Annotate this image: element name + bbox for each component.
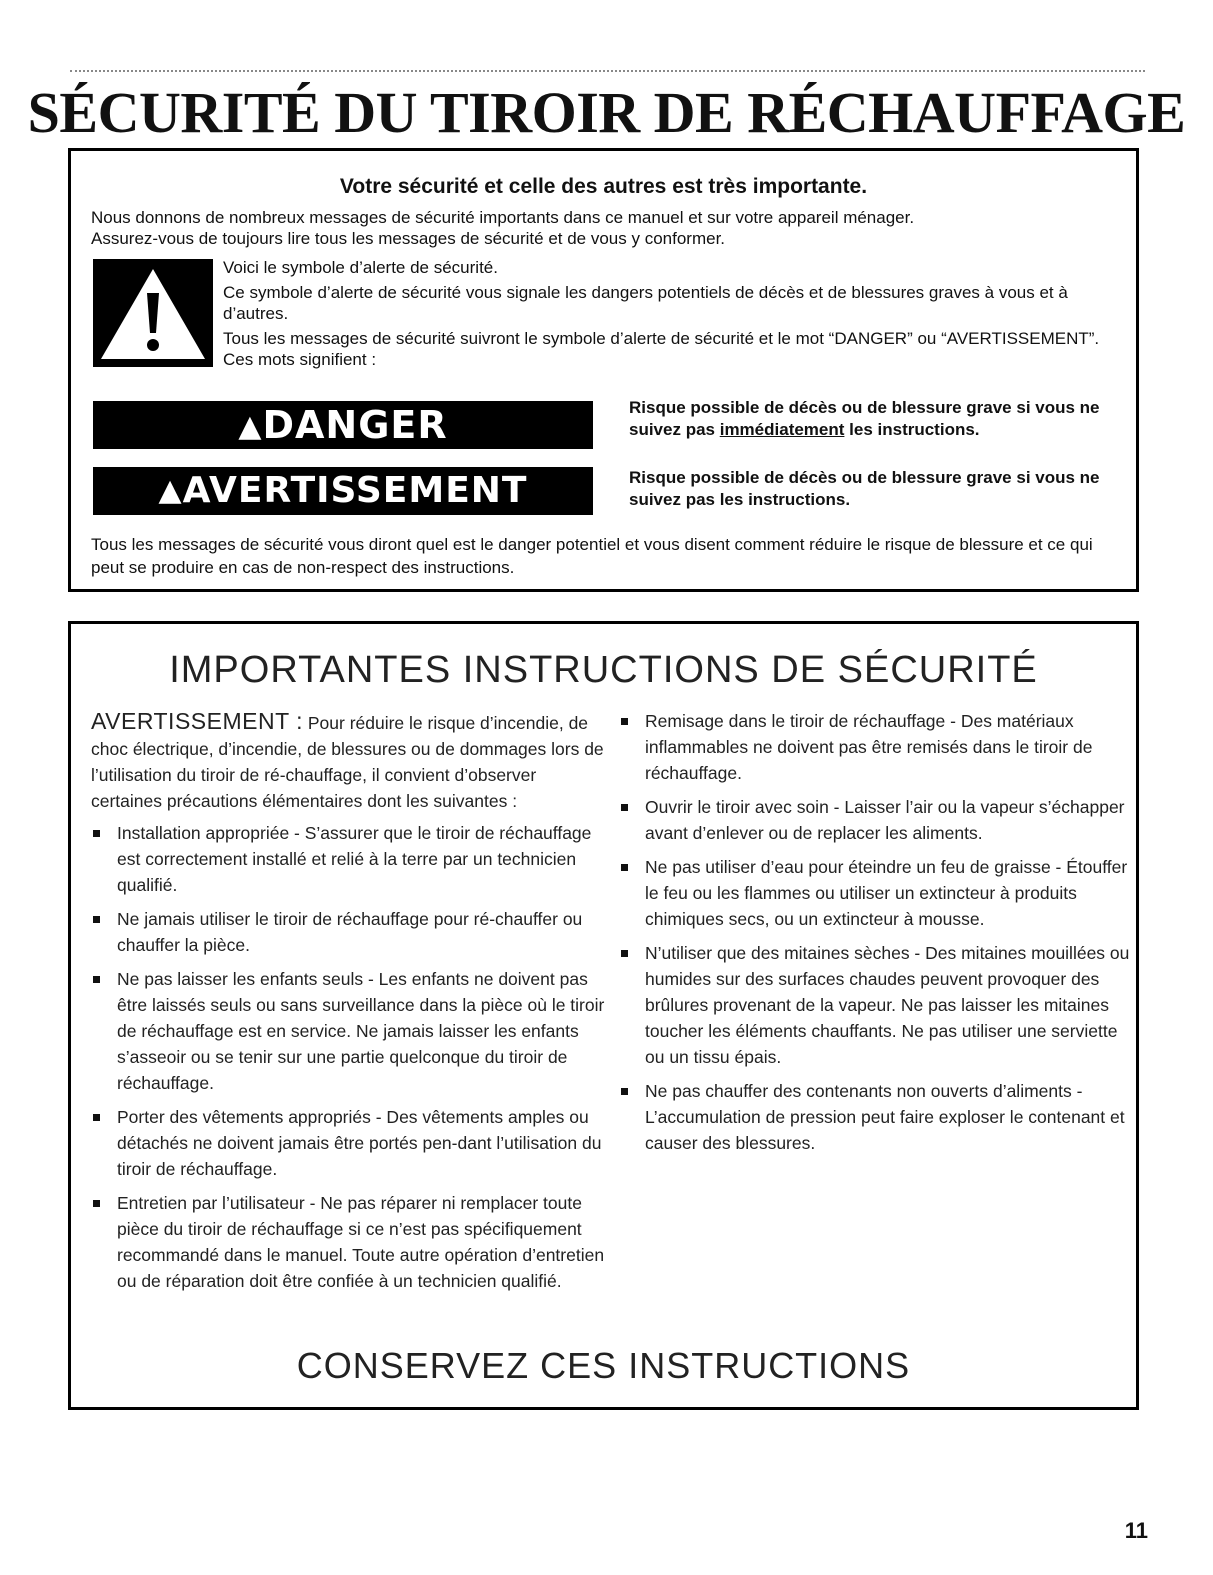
danger-label: DANGER	[262, 403, 448, 447]
list-item-text: Entretien par l’utilisateur - Ne pas réparer ni remplacer toute pièce du tiroir de réchauffage si ce n’est pas spécifiquement recommandé dans le manuel. Toute autre opération d’entretien ou de réparation doit être confiée à un technicien qualifié.	[117, 1193, 605, 1291]
alert-explanation	[223, 257, 1123, 374]
save-instructions-footer: CONSERVEZ CES INSTRUCTIONS	[296, 1345, 911, 1386]
list-item	[91, 1104, 611, 1182]
danger-desc-start: Risque possible de décès ou de blessure grave si vous ne suivez pas	[629, 398, 1100, 439]
bullet-icon	[621, 804, 628, 811]
safety-subhead: Votre sécurité et celle des autres est très importante.	[339, 175, 868, 198]
list-item-text: Ne pas utiliser d’eau pour éteindre un feu de graisse - Étouffer le feu ou les flammes ou utiliser un extincteur à produits chimiques secs, ou un extincteur à mousse.	[645, 857, 1128, 929]
danger-desc-emphasis: immédiatement	[719, 420, 845, 439]
warning-lead-label: AVERTISSEMENT :	[91, 708, 303, 734]
list-item	[91, 906, 611, 958]
warning-banner	[93, 467, 593, 515]
bullet-icon	[621, 864, 628, 871]
safety-alert-triangle-icon	[93, 259, 213, 367]
list-item	[619, 940, 1137, 1070]
warning-lead	[91, 708, 611, 814]
safety-message-box	[68, 148, 1139, 592]
bullet-icon	[621, 1088, 628, 1095]
list-item-text: N’utiliser que des mitaines sèches - Des mitaines mouillées ou humides sur des surfaces chaudes peuvent provoquer des brûlures provenant de la vapeur. Ne pas laisser les mitaines toucher les éléments chauffants. Ne pas utiliser une serviette ou un tissu épais.	[645, 943, 1130, 1067]
list-item	[619, 1078, 1137, 1156]
bullet-icon	[93, 830, 100, 837]
instructions-heading: IMPORTANTES INSTRUCTIONS DE SÉCURITÉ	[169, 649, 1038, 691]
list-item-text: Porter des vêtements appropriés - Des vêtements amples ou détachés ne doivent jamais être portés pen-dant l’utilisation du tiroir de réchauffage.	[117, 1107, 602, 1179]
bullet-icon	[621, 950, 628, 957]
page-number: 11	[1124, 1518, 1148, 1543]
warning-description: Risque possible de décès ou de blessure grave si vous ne suivez pas les instructions.	[629, 468, 1100, 509]
danger-desc-end: les instructions.	[844, 420, 980, 439]
safety-intro-line-2: Assurez-vous de toujours lire tous les messages de sécurité et de vous y conformer.	[91, 229, 726, 248]
bullet-icon	[93, 1114, 100, 1121]
list-item	[619, 708, 1137, 786]
danger-description	[629, 397, 1129, 441]
list-item	[91, 1190, 611, 1294]
right-instruction-list	[619, 708, 1137, 1156]
safety-instructions-box	[68, 621, 1139, 1410]
list-item-text: Installation appropriée - S’assurer que le tiroir de réchauffage est correctement installé et relié à la terre par un technicien qualifié.	[117, 823, 592, 895]
instructions-right-column	[619, 708, 1137, 1164]
safety-intro-line-1: Nous donnons de nombreux messages de sécurité importants dans ce manuel et sur votre appareil ménager.	[91, 208, 915, 227]
list-item-text: Ne jamais utiliser le tiroir de réchauffage pour ré-chauffer ou chauffer la pièce.	[117, 909, 583, 955]
danger-banner	[93, 401, 593, 449]
bullet-icon	[621, 718, 628, 725]
warning-lead-text: Pour réduire le risque d’incendie, de choc électrique, d’incendie, de blessures ou de dommages lors de l’utilisation du tiroir de ré-chauffage, il convient d’observer certaines précautions élémentaires dont les suivantes :	[91, 713, 604, 811]
list-item	[619, 794, 1137, 846]
alert-line-3: Tous les messages de sécurité suivront le symbole d’alerte de sécurité et le mot “DANGER” ou “AVERTISSEMENT”. Ces mots signifient :	[223, 329, 1100, 369]
warning-triangle-icon: ▲	[158, 473, 183, 508]
alert-line-1: Voici le symbole d’alerte de sécurité.	[223, 258, 498, 277]
warning-label: AVERTISSEMENT	[182, 470, 528, 511]
bullet-icon	[93, 916, 100, 923]
list-item-text: Ouvrir le tiroir avec soin - Laisser l’air ou la vapeur s’échapper avant d’enlever ou de replacer les aliments.	[645, 797, 1125, 843]
top-dotted-rule	[70, 70, 1145, 72]
warning-triangle-icon: ▲	[238, 409, 263, 444]
list-item-text: Ne pas chauffer des contenants non ouverts d’aliments - L’accumulation de pression peut faire exploser le contenant et causer des blessures.	[645, 1081, 1125, 1153]
safety-outro: Tous les messages de sécurité vous diront quel est le danger potentiel et vous disent comment réduire le risque de blessure et ce qui peut se produire en cas de non-respect des instructions.	[91, 535, 1093, 577]
bullet-icon	[93, 1200, 100, 1207]
list-item-text: Ne pas laisser les enfants seuls - Les enfants ne doivent pas être laissés seuls ou sans surveillance dans la pièce où le tiroir de réchauffage est en service. Ne jamais laisser les enfants s’asseoir ou se tenir sur une partie quelconque du tiroir de réchauffage.	[117, 969, 605, 1093]
list-item	[619, 854, 1137, 932]
list-item-text: Remisage dans le tiroir de réchauffage - Des matériaux inflammables ne doivent pas être remisés dans le tiroir de réchauffage.	[645, 711, 1093, 783]
instructions-left-column	[91, 708, 611, 1302]
safety-intro	[91, 207, 1121, 249]
left-instruction-list	[91, 820, 611, 1294]
list-item	[91, 820, 611, 898]
alert-line-2: Ce symbole d’alerte de sécurité vous signale les dangers potentiels de décès et de blessures graves à vous et à d’autres.	[223, 283, 1068, 323]
list-item	[91, 966, 611, 1096]
bullet-icon	[93, 976, 100, 983]
page-title: SÉCURITÉ DU TIROIR DE RÉCHAUFFAGE	[27, 80, 1186, 145]
